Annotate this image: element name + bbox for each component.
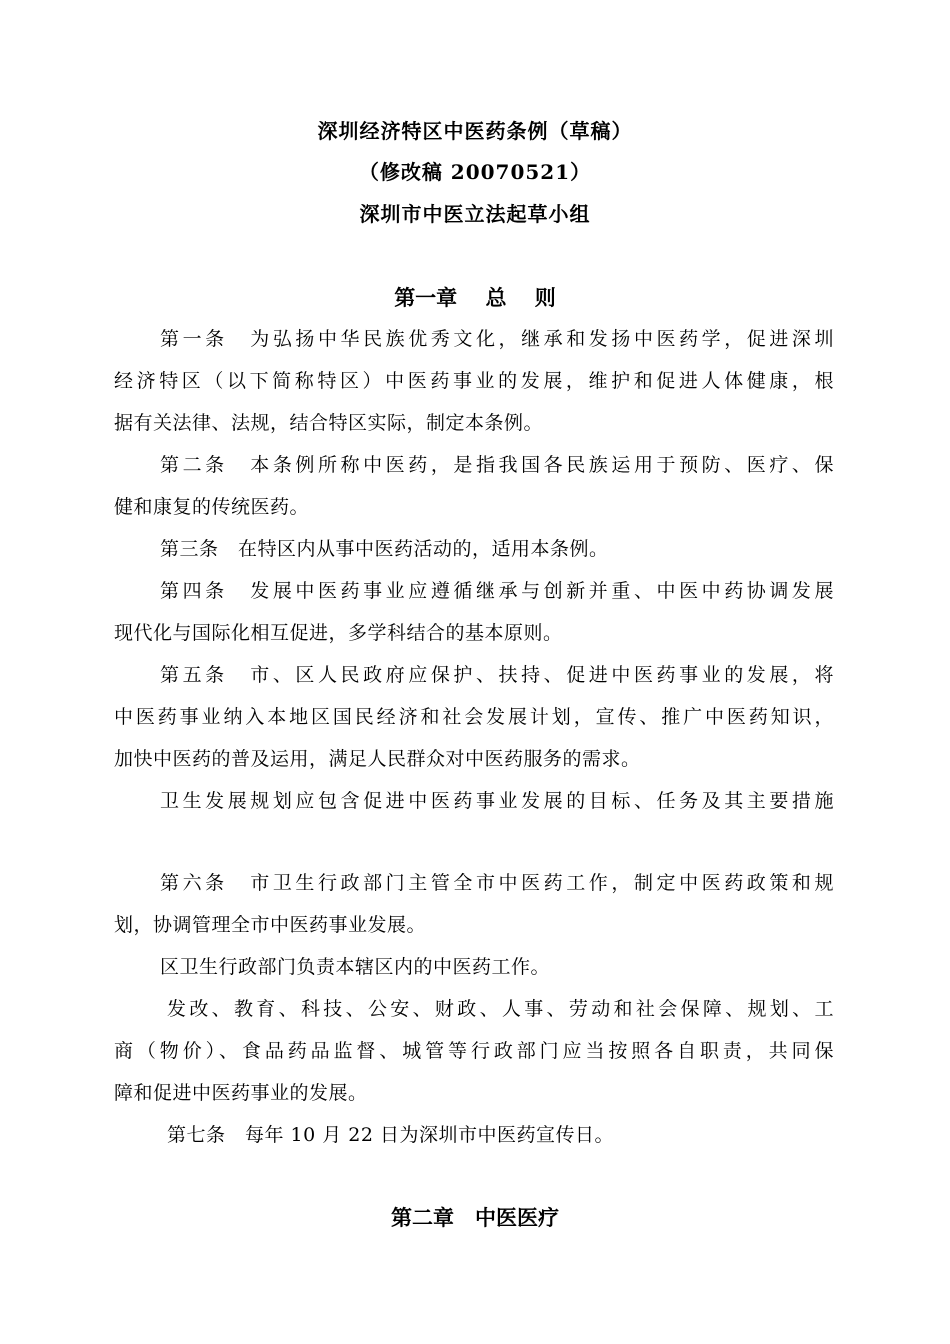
article-1-line-2: 经济特区（以下简称特区）中医药事业的发展，维护和促进人体健康，根	[114, 370, 834, 392]
article-4-line-2: 现代化与国际化相互促进，多学科结合的基本原则。	[114, 622, 563, 644]
article-5-line-2: 中医药事业纳入本地区国民经济和社会发展计划，宣传、推广中医药知识，	[114, 706, 834, 728]
article-6-line-4: 发改、教育、科技、公安、财政、人事、劳动和社会保障、规划、工	[167, 998, 834, 1020]
article-2-line-2: 健和康复的传统医药。	[114, 496, 310, 518]
article-5-line-3: 加快中医药的普及运用，满足人民群众对中医药服务的需求。	[114, 748, 641, 770]
article-4-line-1: 第四条 发展中医药事业应遵循继承与创新并重、中医中药协调发展	[160, 580, 834, 602]
chapter-2-heading: 第二章 中医医疗	[391, 1205, 559, 1230]
article-2-line-1: 第二条 本条例所称中医药，是指我国各民族运用于预防、医疗、保	[160, 454, 834, 476]
article-6-line-6: 障和促进中医药事业的发展。	[114, 1082, 368, 1104]
chapter-heading: 第一章 总 则	[394, 285, 556, 310]
author-label: 深圳市中医立法起草小组	[359, 202, 591, 226]
article-1-line-3: 据有关法律、法规，结合特区实际，制定本条例。	[114, 412, 544, 434]
article-1-line-1: 第一条 为弘扬中华民族优秀文化，继承和发扬中医药学，促进深圳	[160, 328, 834, 350]
article-7-line-1: 第七条 每年 10 月 22 日为深圳市中医药宣传日。	[167, 1124, 615, 1146]
revision-label: （修改稿 20070521）	[358, 160, 592, 184]
article-6-line-2: 划，协调管理全市中医药事业发展。	[114, 914, 427, 936]
article-6-line-5: 商（物价）、食品药品监督、城管等行政部门应当按照各自职责，共同保	[114, 1040, 834, 1062]
article-6-line-3: 区卫生行政部门负责本辖区内的中医药工作。	[160, 956, 551, 978]
article-6-line-1: 第六条 市卫生行政部门主管全市中医药工作，制定中医药政策和规	[160, 872, 834, 894]
article-5-line-1: 第五条 市、区人民政府应保护、扶持、促进中医药事业的发展，将	[160, 664, 834, 686]
article-3-line-1: 第三条 在特区内从事中医药活动的，适用本条例。	[160, 538, 609, 560]
document-title: 深圳经济特区中医药条例（草稿）	[317, 119, 633, 143]
article-5-line-4: 卫生发展规划应包含促进中医药事业发展的目标、任务及其主要措施	[160, 790, 834, 812]
